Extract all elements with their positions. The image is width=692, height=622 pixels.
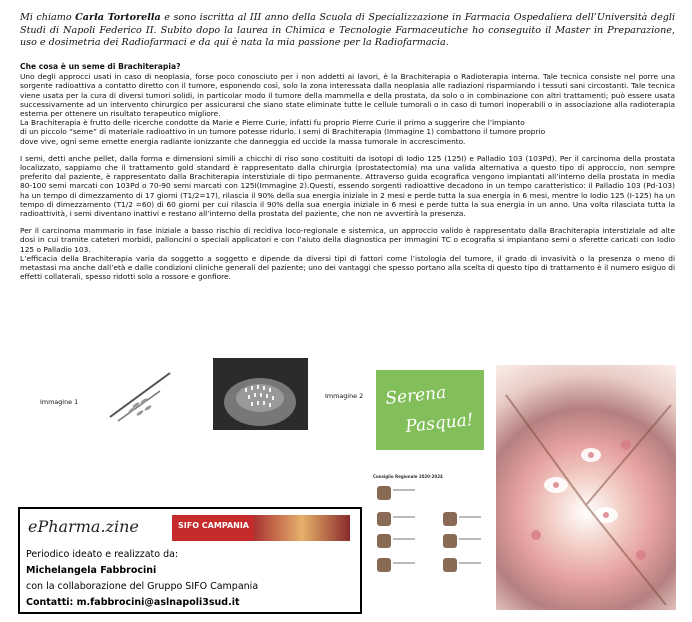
council-member-caption xyxy=(459,516,481,518)
brachytherapy-seeds-image xyxy=(100,365,188,425)
council-member-photo xyxy=(377,512,391,526)
council-member-caption xyxy=(459,562,481,564)
council-member-photo xyxy=(377,534,391,548)
article-paragraph-2a: La Brachiterapia è frutto delle ricerche condotte da Marie e Pierre Curie, infatti fu proprio Pierre Curie il primo a suggerire che l’impianto xyxy=(20,118,525,128)
article-paragraph-1: Uno degli approcci usati in caso di neoplasia, forse poco conosciuto per i non addetti ai lavori, è la Brachiterapia o Radioterapia interna. Tale tecnica consiste nel porre una sorgente radioattiva a contatto diretto con il tumore, esponendo così, solo la zona interessata dalla neoplasia alle radiazioni risparmiando i tessuti sani circostanti. Tale tecnica viene usata per la cura di diversi tumori solidi, in particolar modo il tumore della mammella e della prostata, da solo o in combinazione con altri trattamenti; può essere usata successivamente ad un intervento chirurgico per assicurarsi che siano state eliminate tutte le cellule tumorali o in caso di tumori inoperabili o in associazione alla radioterapia esterna per ottenere un risultato terapeutico migliore. xyxy=(20,72,675,119)
publication-footer xyxy=(18,507,362,614)
greeting-line-1: Serena xyxy=(384,382,448,409)
council-title: Consiglio Regionale 2020-2024 xyxy=(373,474,443,479)
article-paragraph-2c: dove vive, ogni seme emette energia radiante ionizzante che danneggia ed uccide la massa tumorale in accrescimento. xyxy=(20,136,466,146)
council-member-photo xyxy=(443,558,457,572)
regional-council-panel xyxy=(373,474,485,584)
article-paragraph-4: Per il carcinoma mammario in fase iniziale a basso rischio di recidiva loco-regionale e sistemica, un approccio valido è rappresentato dalla Brachiterapia interstiziale ad alte dosi in cui tramite cateteri morbidi, palloncini o speciali applicatori e con l’aiuto della diagnostica per immagini TC o ecografia si impiantano semi o sferette caricati con Iodio 125 o Palladio 103. xyxy=(20,226,675,254)
easter-greeting-card xyxy=(376,370,484,450)
council-member-photo xyxy=(443,512,457,526)
prostate-xray-image xyxy=(213,358,308,430)
sifo-banner-image xyxy=(254,515,350,541)
footer-editor-name: Michelangela Fabbrocini xyxy=(26,565,157,576)
greeting-line-2: Pasqua! xyxy=(404,409,475,437)
council-member-caption xyxy=(393,538,415,540)
sifo-campania-banner xyxy=(172,515,350,541)
footer-line-1: Periodico ideato e realizzato da: xyxy=(26,549,179,560)
council-member-caption xyxy=(393,562,415,564)
council-member-photo xyxy=(377,558,391,572)
image-1-caption: Immagine 1 xyxy=(40,398,79,406)
author-name: Carla Tortorella xyxy=(75,12,161,23)
council-member-caption xyxy=(393,489,415,491)
spring-blossom-image xyxy=(496,365,676,610)
footer-contacts: Contatti: m.fabbrocini@aslnapoli3sud.it xyxy=(26,597,240,608)
article-paragraph-2b: di un piccolo “seme” di materiale radioattivo in un tumore potesse ridurlo. I semi di Brachiterapia (Immagine 1) combattono il tumore proprio xyxy=(20,127,546,137)
epharmazine-logo: ePharma.zine xyxy=(28,517,139,536)
council-member-caption xyxy=(459,538,481,540)
intro-lead: Mi chiamo xyxy=(20,12,72,23)
author-intro xyxy=(20,12,675,50)
council-member-caption xyxy=(393,516,415,518)
council-member-photo xyxy=(377,486,391,500)
sifo-label: SIFO CAMPANIA xyxy=(178,521,249,530)
council-member-photo xyxy=(443,534,457,548)
intro-rest: e sono iscritta al III anno della Scuola di Specializzazione in Farmacia Ospedaliera dell’Università degli Studi di Napoli Federico II. Subito dopo la laurea in Chimica e Tecnologie Farmaceutiche ho conseguito il Master in Preparazione, uso e dosimetria dei Radiofarmaci e da qui è nata la mia passione per la Radiofarmacia. xyxy=(20,12,676,48)
article-body xyxy=(20,62,675,289)
image-2-caption: Immagine 2 xyxy=(325,392,364,400)
article-paragraph-5: L’efficacia della Brachiterapia varia da soggetto a soggetto e dipende da diversi tipi di fattori come l’istologia del tumore, il grado di invasività o la presenza o meno di metastasi ma anche dall’età e dalle condizioni cliniche generali del paziente; uno dei vantaggi che spesso portano alla scelta di questo tipo di trattamento è il numero esiguo di effetti collaterali, spesso ridotti solo a rossore e gonfiore. xyxy=(20,253,675,282)
article-question: Che cosa è un seme di Brachiterapia? xyxy=(20,62,181,71)
footer-line-3: con la collaborazione del Gruppo SIFO Campania xyxy=(26,581,259,592)
article-paragraph-3: I semi, detti anche pellet, dalla forma e dimensioni simili a chicchi di riso sono costituiti da isotopi di Iodio 125 (125I) e Palladio 103 (103Pd). Per il carcinoma della prostata localizzato, sappiamo che il trattamento gold standard è rappresentato dalla chirurgia (prostatectomia) ma una valida alternativa a questo tipo di approccio, non sempre preferito dal paziente, è rappresentato dalla Brachiterapia interstiziale di tipo permanente. Attraverso guida ecografica vengono impiantati all’interno della prostata in media 80-100 semi marcati con 103Pd o 70-90 semi marcati con 125I(Immagine 2).Questi, essendo sorgenti radioattive decadono in un tempo caratteristico: il Palladio 103 (Pd-103) ha un tempo di dimezzamento di 17 giorni (T1/2=17), rilascia il 90% della sua energia iniziale in 2 mesi e perde tutta la sua energia in 6 mesi, mentre lo Iodio 125 (I-125) ha un tempo di dimezzamento (T1/2 =60) di 60 giorni per cui rilascia il 90% della sua energia iniziale in 6 mesi e perde tutta la sua energia in un anno. Una volta rilasciata tutta la radioattività, i semi diventano inattivi e restano all’interno della prostata del paziente, che non ne avvertirà la presenza. xyxy=(20,153,675,219)
